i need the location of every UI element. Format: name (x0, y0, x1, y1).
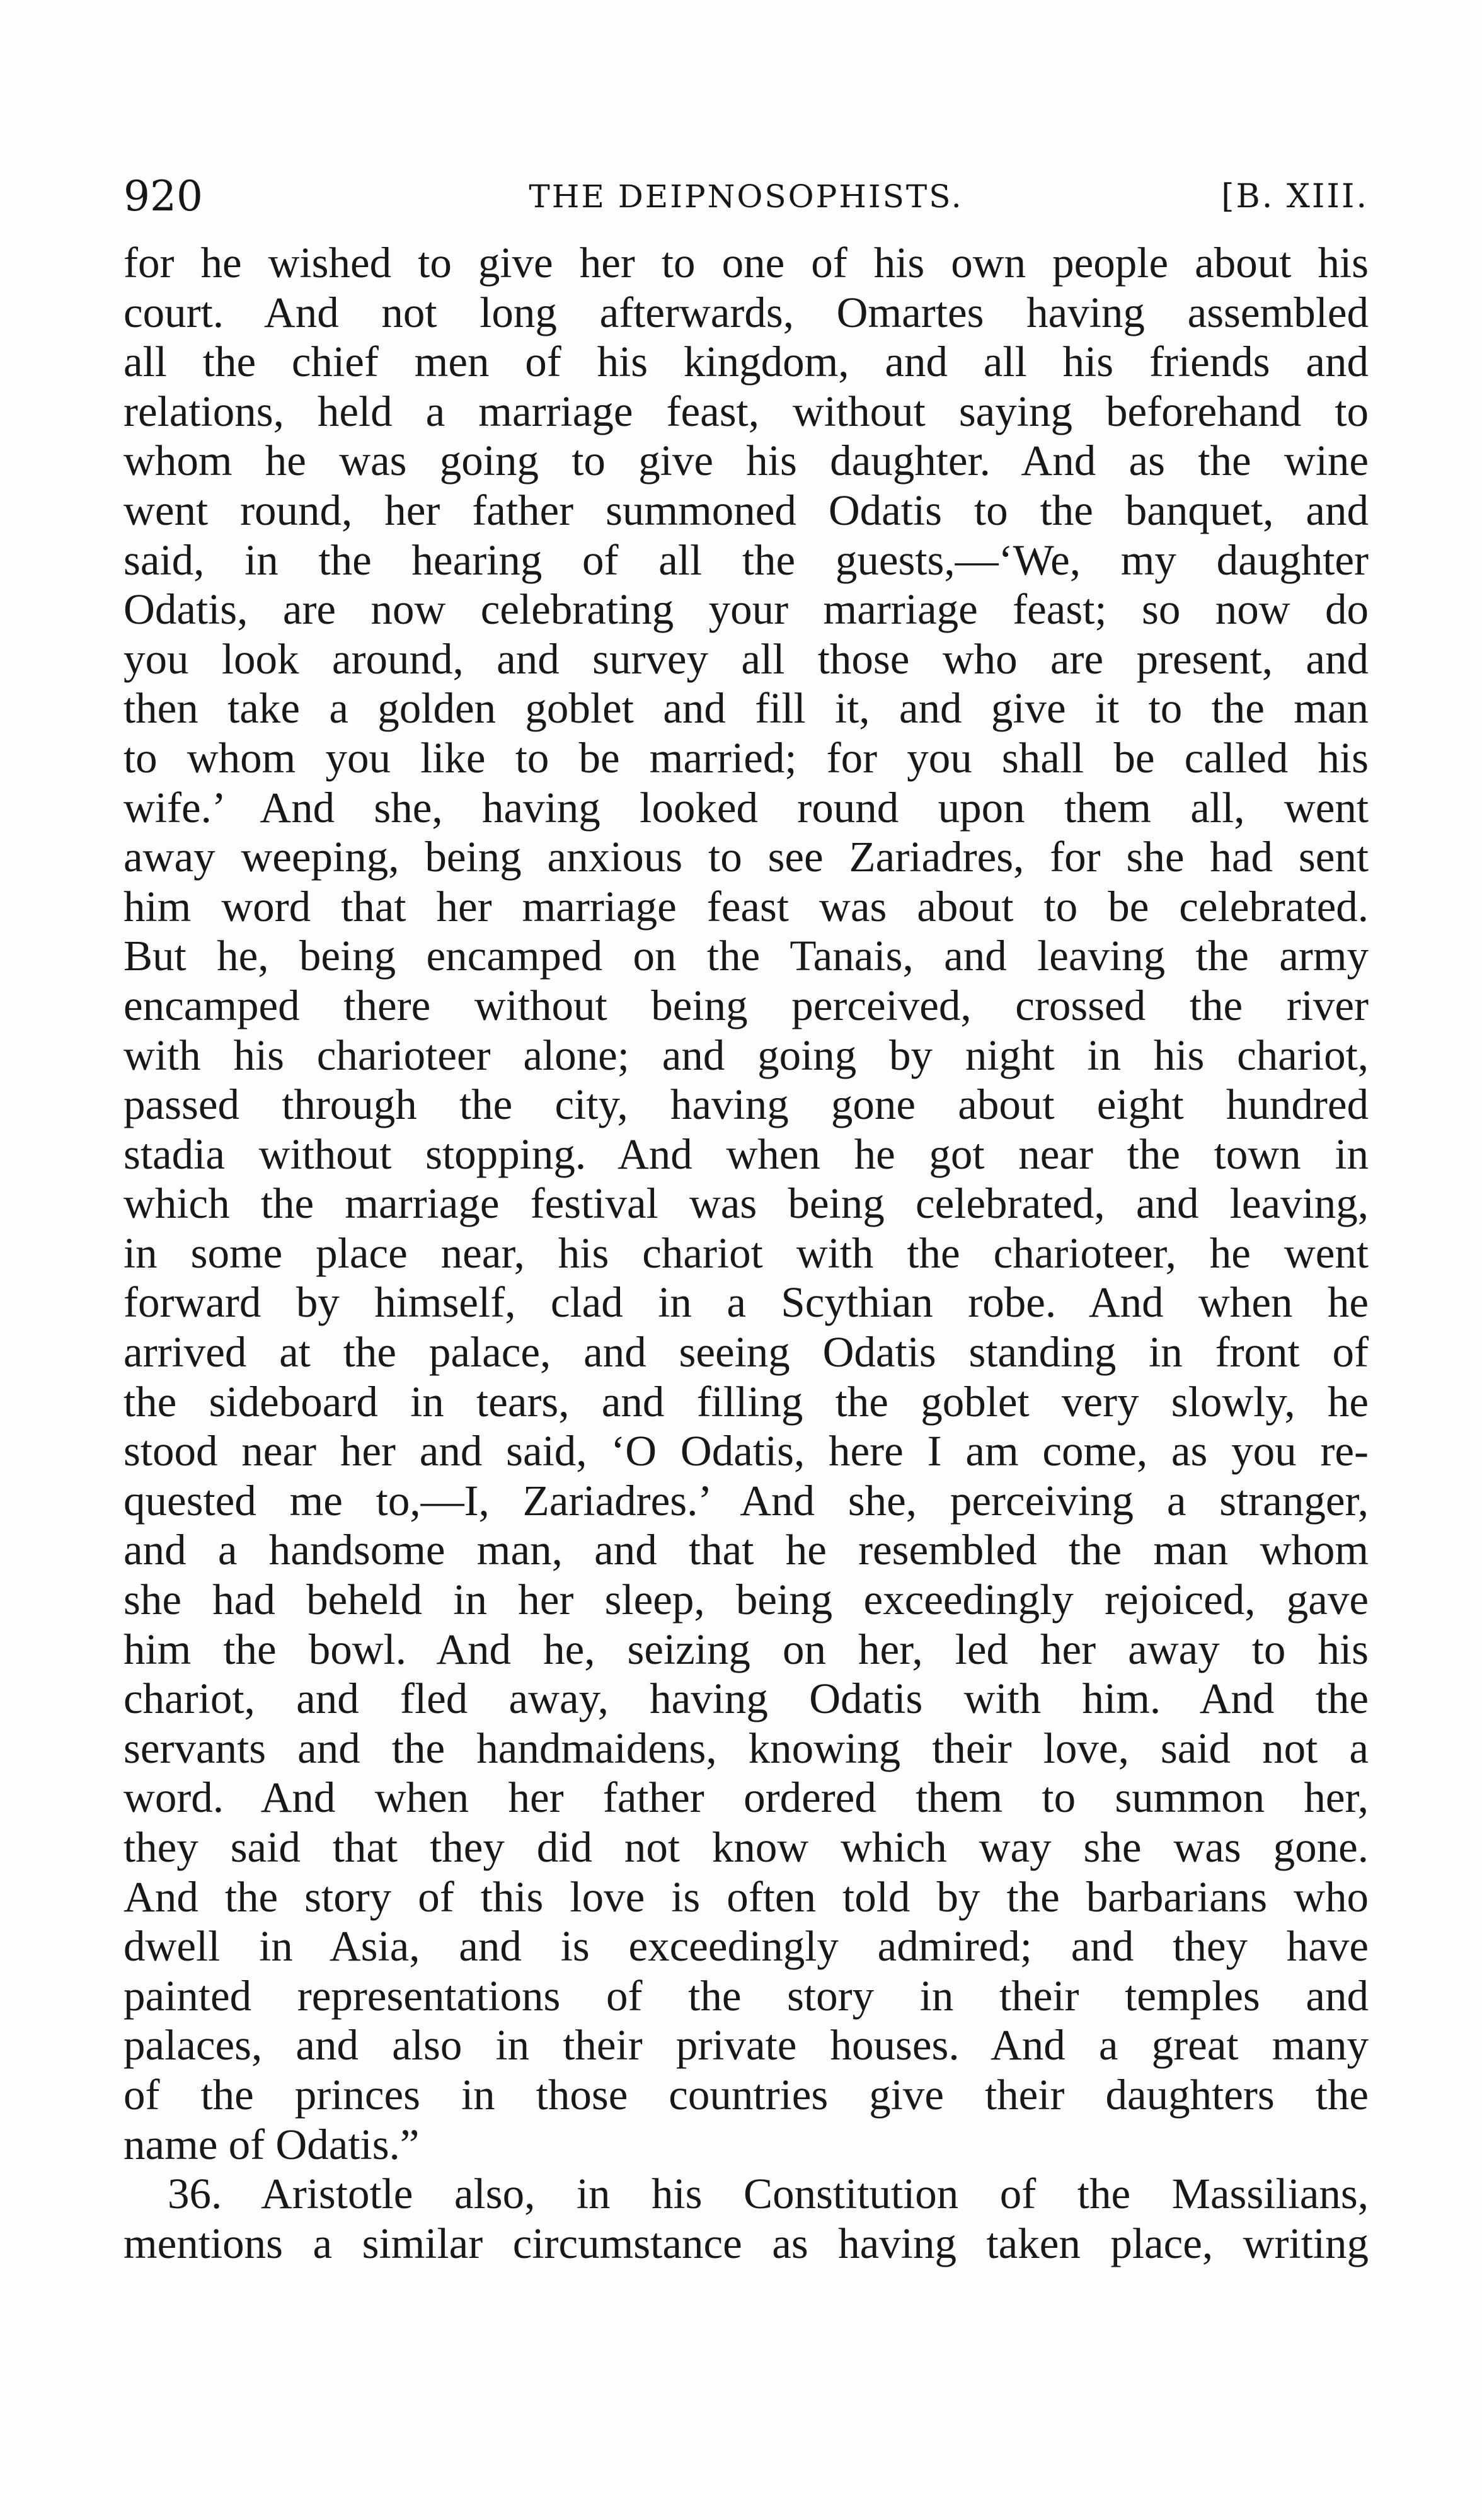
text-line: dwell in Asia, and is exceedingly admired; and they have (123, 1922, 1369, 1971)
text-line: word. And when her father ordered them to summon her, (123, 1773, 1369, 1822)
text-line: of the princes in those countries give their daughters the (123, 2070, 1369, 2119)
text-line: and a handsome man, and that he resembled the man whom (123, 1526, 1369, 1574)
text-line: chariot, and fled away, having Odatis with him. And the (123, 1675, 1369, 1723)
text-line: palaces, and also in their private houses. And a great many (123, 2021, 1369, 2070)
text-line: for he wished to give her to one of his own people about his (123, 239, 1369, 287)
text-line: went round, her father summoned Odatis to the banquet, and (123, 486, 1369, 534)
text-line: then take a golden goblet and fill it, and give it to the man (123, 684, 1369, 733)
page-number: 920 (123, 172, 203, 220)
text-line: in some place near, his chariot with the charioteer, he went (123, 1228, 1369, 1277)
text-line: said, in the hearing of all the guests,—‘We, my daughter (123, 536, 1369, 584)
paragraph-end-line: name of Odatis.” (123, 2120, 420, 2168)
text-line: they said that they did not know which way she was gone. (123, 1823, 1369, 1871)
text-line: whom he was going to give his daughter. And as the wine (123, 437, 1369, 485)
text-line: passed through the city, having gone about eight hundred (123, 1080, 1369, 1129)
text-line: with his charioteer alone; and going by night in his chariot, (123, 1031, 1369, 1079)
text-line: encamped there without being perceived, crossed the river (123, 981, 1369, 1029)
text-line: quested me to,—I, Zariadres.’ And she, perceiving a stranger, (123, 1476, 1369, 1525)
text-line: him the bowl. And he, seizing on her, led her away to his (123, 1625, 1369, 1673)
text-line: you look around, and survey all those who are present, and (123, 634, 1369, 683)
text-line: stadia without stopping. And when he got near the town in (123, 1130, 1369, 1178)
text-line: But he, being encamped on the Tanais, and leaving the army (123, 932, 1369, 980)
text-line: all the chief men of his kingdom, and all his friends and (123, 338, 1369, 386)
text-line: And the story of this love is often told by the barbarians who (123, 1872, 1369, 1921)
text-line: which the marriage festival was being celebrated, and leaving, (123, 1179, 1369, 1228)
text-line: the sideboard in tears, and filling the goblet very slowly, he (123, 1377, 1369, 1426)
text-line: painted representations of the story in their temples and (123, 1971, 1369, 2020)
section-36-start-line: 36. Aristotle also, in his Constitution of the Massilians, (168, 2170, 1369, 2218)
text-line: court. And not long afterwards, Omartes having assembled (123, 288, 1369, 336)
text-line: forward by himself, clad in a Scythian robe. And when he (123, 1278, 1369, 1327)
running-title: THE DEIPNOSOPHISTS. (529, 178, 963, 215)
text-line: Odatis, are now celebrating your marriage feast; so now do (123, 585, 1369, 634)
text-line: arrived at the palace, and seeing Odatis standing in front of (123, 1328, 1369, 1377)
text-line: away weeping, being anxious to see Zariadres, for she had sent (123, 833, 1369, 881)
text-line: to whom you like to be married; for you shall be called his (123, 733, 1369, 782)
body-text (123, 238, 1369, 2268)
text-line: him word that her marriage feast was about to be celebrated. (123, 882, 1369, 931)
text-line: mentions a similar circumstance as having taken place, writing (123, 2219, 1369, 2267)
text-line: she had beheld in her sleep, being exceedingly rejoiced, gave (123, 1576, 1369, 1624)
book-reference: [B. XIII. (1221, 178, 1369, 215)
text-line: wife.’ And she, having looked round upon them all, went (123, 783, 1369, 832)
page-header (123, 165, 1369, 228)
text-line: relations, held a marriage feast, without saying beforehand to (123, 387, 1369, 435)
text-line: servants and the handmaidens, knowing their love, said not a (123, 1724, 1369, 1772)
text-line: stood near her and said, ‘O Odatis, here I am come, as you re- (123, 1427, 1369, 1475)
